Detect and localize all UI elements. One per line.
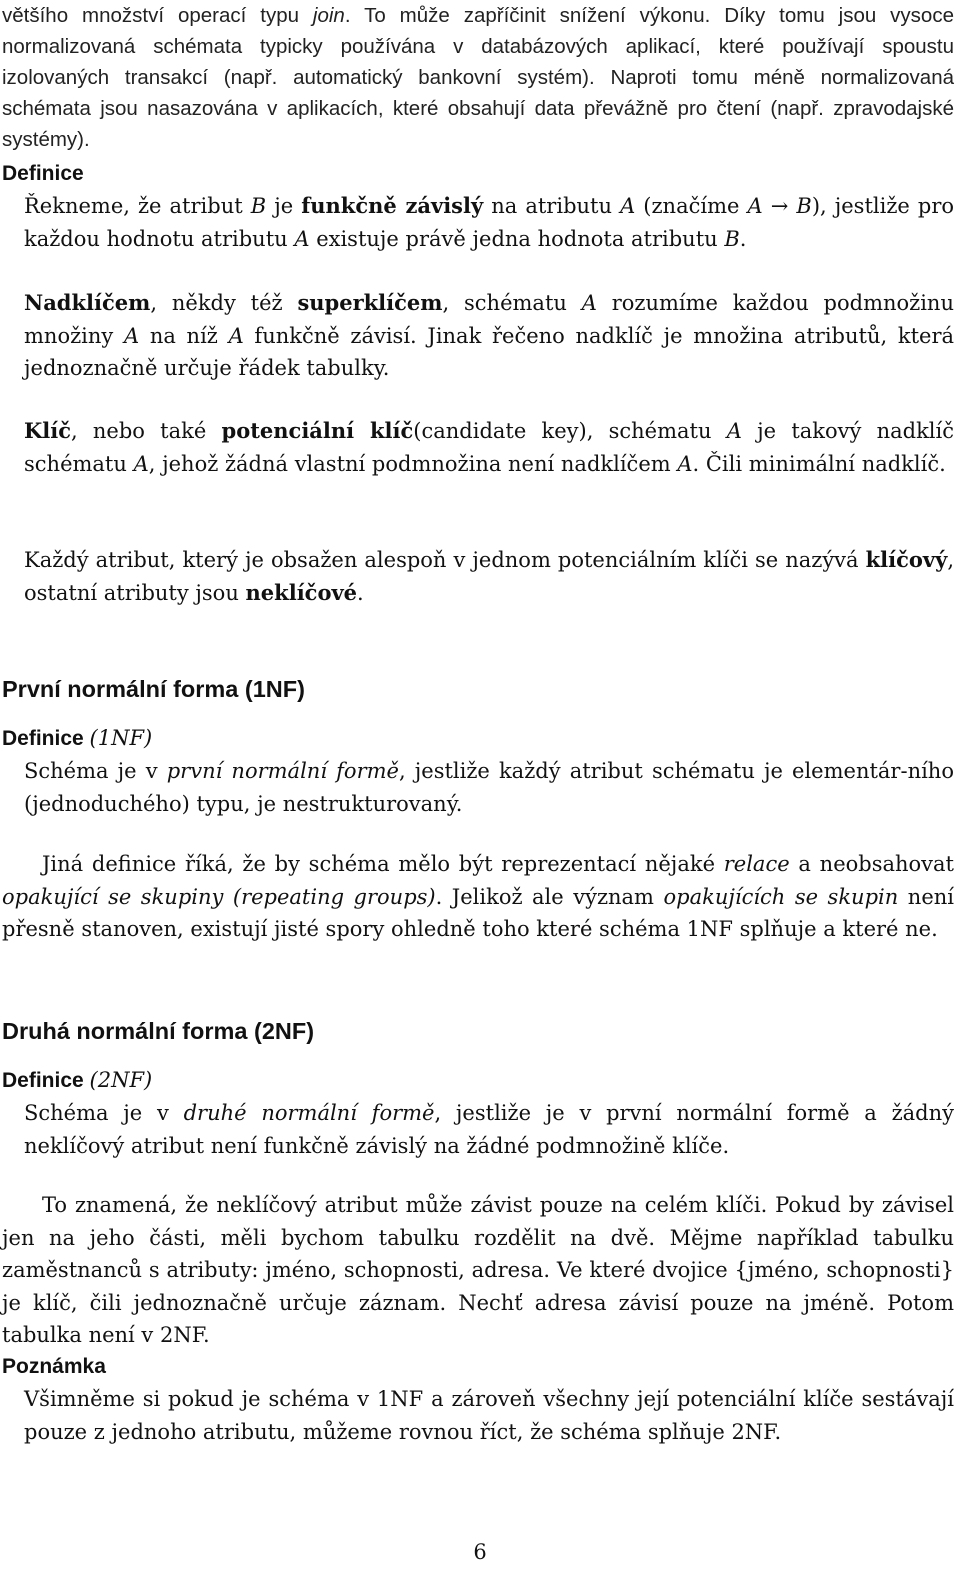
term-potencialni-klic: potenciální klíč (221, 418, 414, 443)
term-klic: Klíč (24, 418, 71, 443)
definition-label: Definice (2, 162, 84, 185)
term-nadklic: Nadklíčem (24, 290, 151, 315)
intro-text-rest: . To může zapříčinit snížení výkonu. Díky tomu jsou vysoce normalizovaná schémata typicky používána v databázových aplikací, které používají spoustu izolovaných transakcí (např. automatický bankovní systém). Naproti tomu méně normalizovaná schémata jsou nasazována v aplikacích, které obsahují data převážně pro čtení (např. zpravodajské systémy). (2, 4, 954, 151)
key-attributes-paragraph: Každý atribut, který je obsažen alespoň v jednom potenciálním klíči se nazývá klíčový, ostatní atributy jsou neklíčové. (24, 547, 954, 605)
section-title-2nf: Druhá normální forma (2NF) (2, 1018, 315, 1044)
definition-label-2nf: Definice (2NF) (2, 1068, 153, 1092)
page-number: 6 (473, 1540, 487, 1564)
superkey-paragraph: Nadklíčem, někdy též superklíčem, schématu A rozumíme každou podmnožinu množiny A na níž A funkčně závisí. Jinak řečeno nadklíč je množina atributů, která jednoznačně určuje řádek tabulky. (24, 290, 954, 380)
note-2nf (2, 1351, 954, 1448)
term-neklicove: neklíčové (245, 579, 358, 605)
definition-1nf: Definice (1NF) Schéma je v první normální formě, jestliže každý atribut schématu je elementár-ního (jednoduchého) typu, je nestrukturovaný. (2, 722, 954, 820)
note-label: Poznámka (2, 1355, 106, 1378)
intro-paragraph (2, 0, 954, 155)
arrow-symbol: → (762, 194, 797, 218)
intro-text: většího množství operací typu (2, 4, 313, 27)
paragraph-2nf-explanation: To znamená, že neklíčový atribut může závist pouze na celém klíči. Pokud by závisel jen na jeho části, měli bychom tabulku rozdělit na dvě. Mějme například tabulku zaměstnanců s atributy: jméno, schopnosti, adresa. Ve které dvojice {jméno, schopnosti} je klíč, čili jednoznačně určuje záznam. Nechť adresa závisí pouze na jméně. Potom tabulka není v 2NF. (2, 1193, 954, 1347)
section-title-1nf: První normální forma (1NF) (2, 676, 305, 702)
term-superklic: superklíčem (297, 290, 443, 315)
paragraph-1nf-other-definition: Jiná definice říká, že by schéma mělo být reprezentací nějaké relace a neobsahovat opakující se skupiny (repeating groups). Jelikož ale význam opakujících se skupin není přesně stanoven, existují jisté spory ohledně toho které schéma 1NF splňuje a které ne. (2, 852, 954, 941)
definition-functional-dependency (2, 158, 954, 255)
term-klicovy: klíčový (865, 547, 948, 572)
definition-2nf: Definice (2NF) Schéma je v druhé normální formě, jestliže je v první normální formě a žádný neklíčový atribut není funkčně závislý na žádné podmnožině klíče. (2, 1064, 954, 1162)
definition-label-1nf: Definice (1NF) (2, 726, 153, 750)
definition-text: Řekneme, že atribut B je funkčně závislý na atributu A (značíme A → B), jestliže pro každou hodnotu atributu A existuje právě jedna hodnota atributu B. (24, 193, 955, 251)
key-paragraph: Klíč, nebo také potenciální klíč(candidate key), schématu A je takový nadklíč schématu A, jehož žádná vlastní podmnožina není nadklíčem A. Čili minimální nadklíč. (24, 418, 955, 476)
section-1nf (2, 672, 954, 706)
term-functional-dependency: funkčně závislý (301, 193, 484, 218)
note-text: Všimněme si pokud je schéma v 1NF a zároveň všechny její potenciální klíče sestávají pouze z jednoho atributu, můžeme rovnou říct, že schéma splňuje 2NF. (24, 1387, 954, 1444)
intro-italic-join: join (312, 4, 345, 27)
section-2nf (2, 1014, 954, 1048)
